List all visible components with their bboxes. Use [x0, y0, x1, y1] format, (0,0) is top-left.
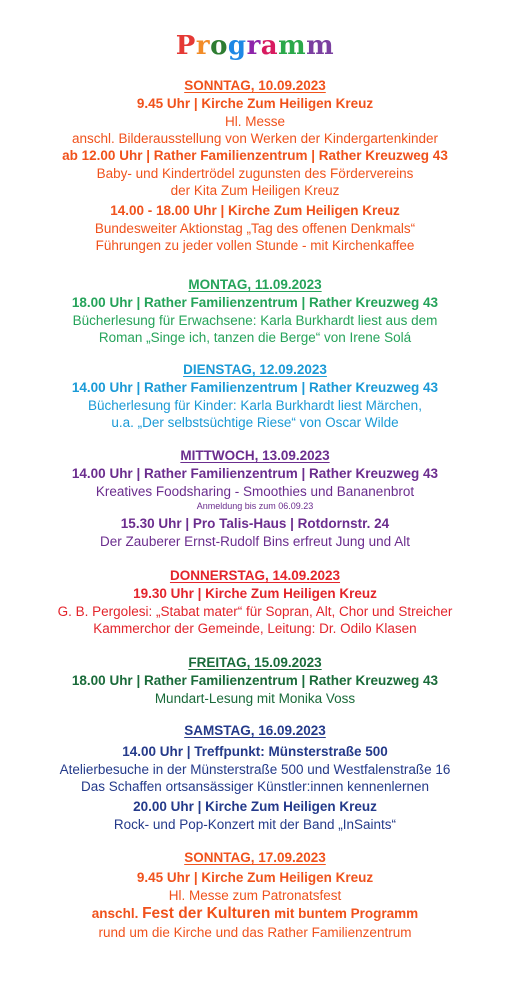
day-sonntag-10 — [0, 76, 510, 254]
day-heading: MONTAG, 11.09.2023 — [188, 277, 322, 292]
event-line: Hl. Messe zum Patronatsfest — [168, 888, 342, 903]
day-donnerstag-14 — [0, 566, 510, 637]
event-line: Bücherlesung für Erwachsene: Karla Burkhardt liest aus dem — [72, 313, 438, 328]
event-line: u.a. „Der selbstsüchtige Riese“ von Oscar Wilde — [111, 415, 399, 430]
festival-highlight — [0, 904, 510, 924]
highlight-suffix: mit buntem Programm — [270, 906, 419, 921]
event-title: 14.00 Uhr | Rather Familienzentrum | Rather Kreuzweg 43 — [71, 466, 439, 481]
title-letter — [176, 26, 334, 66]
event-line: anschl. Bilderausstellung von Werken der Kindergartenkinder — [72, 131, 438, 146]
event-title: 18.00 Uhr | Rather Familienzentrum | Rather Kreuzweg 43 — [71, 295, 439, 310]
day-samstag-16 — [0, 721, 510, 833]
event-line: Baby- und Kindertrödel zugunsten des Fördervereins — [96, 166, 414, 181]
event-line: Kreatives Foodsharing - Smoothies und Bananenbrot — [95, 484, 415, 499]
title-letter: a — [260, 31, 279, 61]
title-letter: r — [246, 31, 261, 61]
title-letter: o — [210, 31, 228, 61]
event-title: 15.30 Uhr | Pro Talis-Haus | Rotdornstr. 24 — [120, 516, 390, 531]
event-title: 14.00 Uhr | Treffpunkt: Münsterstraße 500 — [122, 744, 388, 759]
day-sonntag-17 — [0, 848, 510, 941]
event-title: ab 12.00 Uhr | Rather Familienzentrum | Rather Kreuzweg 43 — [62, 148, 448, 163]
highlight-prefix: anschl. — [91, 906, 143, 921]
event-line: Der Zauberer Ernst-Rudolf Bins erfreut Jung und Alt — [100, 534, 410, 549]
event-line: Bücherlesung für Kinder: Karla Burkhardt liest Märchen, — [88, 398, 422, 413]
event-line: rund um die Kirche und das Rather Familienzentrum — [98, 925, 412, 940]
event-title: 14.00 - 18.00 Uhr | Kirche Zum Heiligen Kreuz — [110, 203, 400, 218]
day-heading: SONNTAG, 10.09.2023 — [184, 78, 326, 93]
event-line: Atelierbesuche in der Münsterstraße 500 und Westfalenstraße 16 — [59, 762, 451, 777]
event-line: Hl. Messe — [224, 114, 285, 129]
event-title: 18.00 Uhr | Rather Familienzentrum | Rather Kreuzweg 43 — [71, 673, 439, 688]
event-line: Führungen zu jeder vollen Stunde - mit Kirchenkaffee — [95, 238, 415, 253]
day-heading: FREITAG, 15.09.2023 — [188, 655, 322, 670]
festival-name: Fest der Kulturen — [142, 905, 271, 922]
event-line: Mundart-Lesung mit Monika Voss — [154, 691, 356, 706]
event-title: 14.00 Uhr | Rather Familienzentrum | Rather Kreuzweg 43 — [71, 380, 439, 395]
day-heading: MITTWOCH, 13.09.2023 — [180, 448, 330, 463]
day-montag-11 — [0, 275, 510, 346]
title-letter: m — [306, 31, 335, 61]
day-heading: DIENSTAG, 12.09.2023 — [183, 362, 327, 377]
event-line: G. B. Pergolesi: „Stabat mater“ für Sopran, Alt, Chor und Streicher — [57, 604, 453, 619]
event-line: Kammerchor der Gemeinde, Leitung: Dr. Odilo Klasen — [93, 621, 417, 636]
title-letter: g — [227, 31, 247, 61]
event-title: 19.30 Uhr | Kirche Zum Heiligen Kreuz — [133, 586, 377, 601]
title-letter: m — [278, 31, 307, 61]
title-letter: r — [195, 31, 211, 61]
event-line: der Kita Zum Heiligen Kreuz — [170, 183, 340, 198]
day-mittwoch-13 — [0, 446, 510, 550]
day-heading: SONNTAG, 17.09.2023 — [184, 850, 326, 865]
event-line: Rock- und Pop-Konzert mit der Band „InSaints“ — [113, 817, 397, 832]
event-title: 20.00 Uhr | Kirche Zum Heiligen Kreuz — [133, 799, 377, 814]
day-heading: DONNERSTAG, 14.09.2023 — [169, 568, 341, 583]
title-letter: P — [175, 31, 196, 61]
day-dienstag-12 — [0, 360, 510, 431]
day-freitag-15 — [0, 653, 510, 707]
event-title: 9.45 Uhr | Kirche Zum Heiligen Kreuz — [136, 870, 374, 885]
event-title: 9.45 Uhr | Kirche Zum Heiligen Kreuz — [136, 96, 374, 111]
event-line: Bundesweiter Aktionstag „Tag des offenen Denkmals“ — [94, 221, 416, 236]
day-heading: SAMSTAG, 16.09.2023 — [184, 723, 326, 738]
registration-note: Anmeldung bis zum 06.09.23 — [196, 501, 314, 511]
event-line: Das Schaffen ortsansässiger Künstler:innen kennenlernen — [81, 779, 429, 794]
program-title — [0, 26, 510, 66]
event-line: Roman „Singe ich, tanzen die Berge“ von Irene Solá — [98, 330, 412, 345]
